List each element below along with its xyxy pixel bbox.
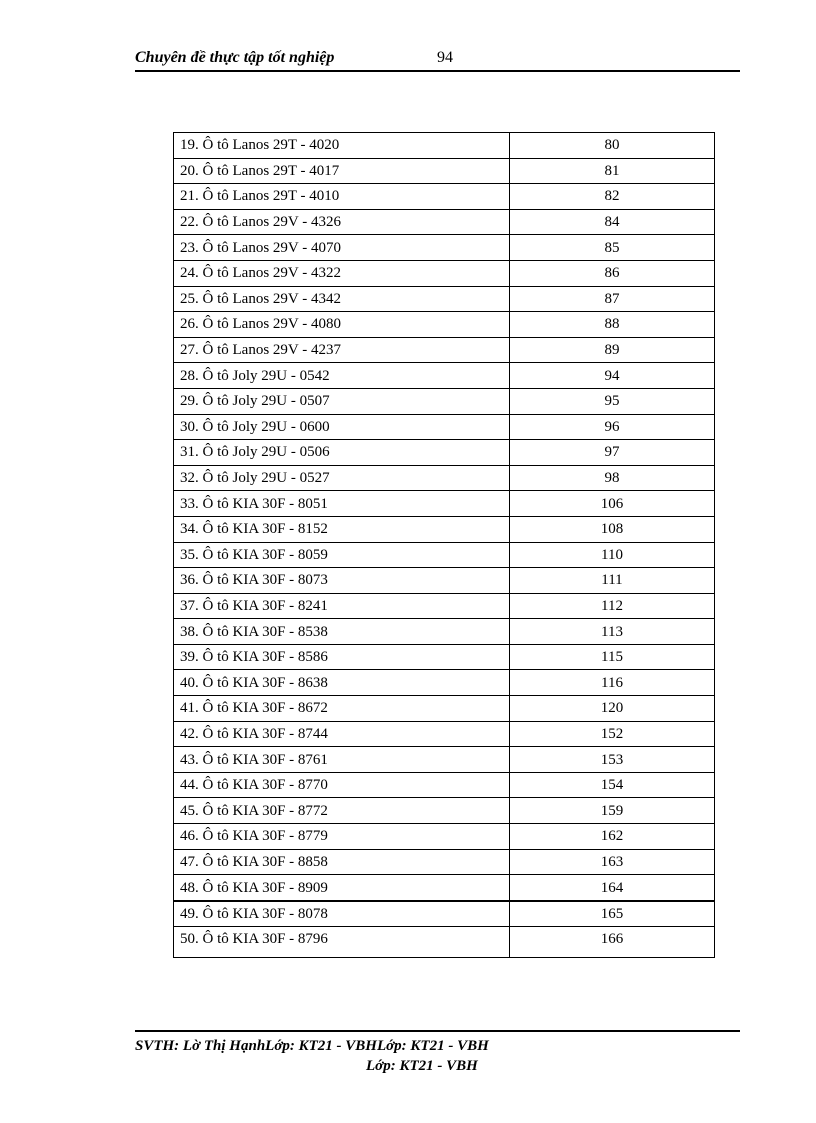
- page-number-cell: 111: [510, 568, 715, 594]
- page-number-cell: 82: [510, 184, 715, 210]
- page-number-cell: 80: [510, 133, 715, 159]
- table-row: [174, 260, 715, 286]
- page-number: 94: [437, 49, 453, 66]
- page-number-cell: 108: [510, 516, 715, 542]
- vehicle-name-cell: 24. Ô tô Lanos 29V - 4322: [174, 260, 510, 286]
- table-row: [174, 721, 715, 747]
- page-number-cell: 85: [510, 235, 715, 261]
- table-row: [174, 619, 715, 645]
- vehicle-name-cell: 43. Ô tô KIA 30F - 8761: [174, 747, 510, 773]
- table-row: [174, 516, 715, 542]
- vehicle-name-cell: 28. Ô tô Joly 29U - 0542: [174, 363, 510, 389]
- table-row: [174, 901, 715, 927]
- page-number-cell: 116: [510, 670, 715, 696]
- table-row: [174, 927, 715, 958]
- table-row: [174, 644, 715, 670]
- page-number-cell: 154: [510, 772, 715, 798]
- vehicle-name-cell: 34. Ô tô KIA 30F - 8152: [174, 516, 510, 542]
- vehicle-name-cell: 46. Ô tô KIA 30F - 8779: [174, 824, 510, 850]
- page-header: [135, 48, 740, 72]
- vehicle-name-cell: 22. Ô tô Lanos 29V - 4326: [174, 209, 510, 235]
- page-number-cell: 87: [510, 286, 715, 312]
- table-row: [174, 312, 715, 338]
- page-number-cell: 166: [510, 927, 715, 958]
- table-row: [174, 491, 715, 517]
- table-row: [174, 286, 715, 312]
- footer-student-line: SVTH: Lờ Thị HạnhLớp: KT21 - VBHLớp: KT21 - VBH: [135, 1038, 489, 1054]
- page-number-cell: 98: [510, 465, 715, 491]
- page-number-cell: 81: [510, 158, 715, 184]
- table-row: [174, 696, 715, 722]
- table-row: [174, 568, 715, 594]
- page-number-cell: 115: [510, 644, 715, 670]
- page-number-cell: 162: [510, 824, 715, 850]
- page-number-cell: 152: [510, 721, 715, 747]
- table-row: [174, 235, 715, 261]
- table-row: [174, 184, 715, 210]
- page-number-cell: 113: [510, 619, 715, 645]
- vehicle-name-cell: 31. Ô tô Joly 29U - 0506: [174, 440, 510, 466]
- vehicle-name-cell: 29. Ô tô Joly 29U - 0507: [174, 388, 510, 414]
- vehicle-name-cell: 47. Ô tô KIA 30F - 8858: [174, 849, 510, 875]
- vehicle-name-cell: 37. Ô tô KIA 30F - 8241: [174, 593, 510, 619]
- vehicle-name-cell: 35. Ô tô KIA 30F - 8059: [174, 542, 510, 568]
- footer-class-line: Lớp: KT21 - VBH: [366, 1058, 478, 1074]
- vehicle-name-cell: 36. Ô tô KIA 30F - 8073: [174, 568, 510, 594]
- vehicle-name-cell: 38. Ô tô KIA 30F - 8538: [174, 619, 510, 645]
- page-number-cell: 88: [510, 312, 715, 338]
- vehicle-name-cell: 27. Ô tô Lanos 29V - 4237: [174, 337, 510, 363]
- page-number-cell: 106: [510, 491, 715, 517]
- table-row: [174, 133, 715, 159]
- table-row: [174, 772, 715, 798]
- vehicle-name-cell: 40. Ô tô KIA 30F - 8638: [174, 670, 510, 696]
- table-row: [174, 209, 715, 235]
- table-row: [174, 440, 715, 466]
- vehicle-name-cell: 33. Ô tô KIA 30F - 8051: [174, 491, 510, 517]
- page-number-cell: 159: [510, 798, 715, 824]
- table-row: [174, 747, 715, 773]
- table-row: [174, 593, 715, 619]
- table-row: [174, 337, 715, 363]
- table-row: [174, 363, 715, 389]
- table-row: [174, 414, 715, 440]
- vehicle-name-cell: 30. Ô tô Joly 29U - 0600: [174, 414, 510, 440]
- table-row: [174, 542, 715, 568]
- vehicle-name-cell: 32. Ô tô Joly 29U - 0527: [174, 465, 510, 491]
- vehicle-name-cell: 39. Ô tô KIA 30F - 8586: [174, 644, 510, 670]
- page-number-cell: 89: [510, 337, 715, 363]
- table-row: [174, 849, 715, 875]
- vehicle-name-cell: 50. Ô tô KIA 30F - 8796: [174, 927, 510, 958]
- page-number-cell: 110: [510, 542, 715, 568]
- table-row: [174, 465, 715, 491]
- table-row: [174, 158, 715, 184]
- page-number-cell: 97: [510, 440, 715, 466]
- page-number-cell: 112: [510, 593, 715, 619]
- page-number-cell: 163: [510, 849, 715, 875]
- page-number-cell: 165: [510, 901, 715, 927]
- page-number-cell: 96: [510, 414, 715, 440]
- page-number-cell: 153: [510, 747, 715, 773]
- page-number-cell: 120: [510, 696, 715, 722]
- vehicle-name-cell: 26. Ô tô Lanos 29V - 4080: [174, 312, 510, 338]
- vehicle-name-cell: 45. Ô tô KIA 30F - 8772: [174, 798, 510, 824]
- vehicle-name-cell: 42. Ô tô KIA 30F - 8744: [174, 721, 510, 747]
- page-footer: [135, 1030, 740, 1074]
- vehicle-name-cell: 20. Ô tô Lanos 29T - 4017: [174, 158, 510, 184]
- header-title: Chuyên đề thực tập tốt nghiệp: [135, 49, 335, 66]
- table-row: [174, 798, 715, 824]
- vehicle-name-cell: 48. Ô tô KIA 30F - 8909: [174, 875, 510, 901]
- vehicle-name-cell: 44. Ô tô KIA 30F - 8770: [174, 772, 510, 798]
- page-number-cell: 84: [510, 209, 715, 235]
- vehicle-name-cell: 21. Ô tô Lanos 29T - 4010: [174, 184, 510, 210]
- page-number-cell: 86: [510, 260, 715, 286]
- vehicle-table: [173, 132, 715, 958]
- table-row: [174, 388, 715, 414]
- table-row: [174, 824, 715, 850]
- page-number-cell: 164: [510, 875, 715, 901]
- vehicle-name-cell: 49. Ô tô KIA 30F - 8078: [174, 901, 510, 927]
- table-row: [174, 670, 715, 696]
- vehicle-name-cell: 23. Ô tô Lanos 29V - 4070: [174, 235, 510, 261]
- vehicle-name-cell: 41. Ô tô KIA 30F - 8672: [174, 696, 510, 722]
- page-number-cell: 94: [510, 363, 715, 389]
- vehicle-name-cell: 25. Ô tô Lanos 29V - 4342: [174, 286, 510, 312]
- page-number-cell: 95: [510, 388, 715, 414]
- table-row: [174, 875, 715, 901]
- vehicle-name-cell: 19. Ô tô Lanos 29T - 4020: [174, 133, 510, 159]
